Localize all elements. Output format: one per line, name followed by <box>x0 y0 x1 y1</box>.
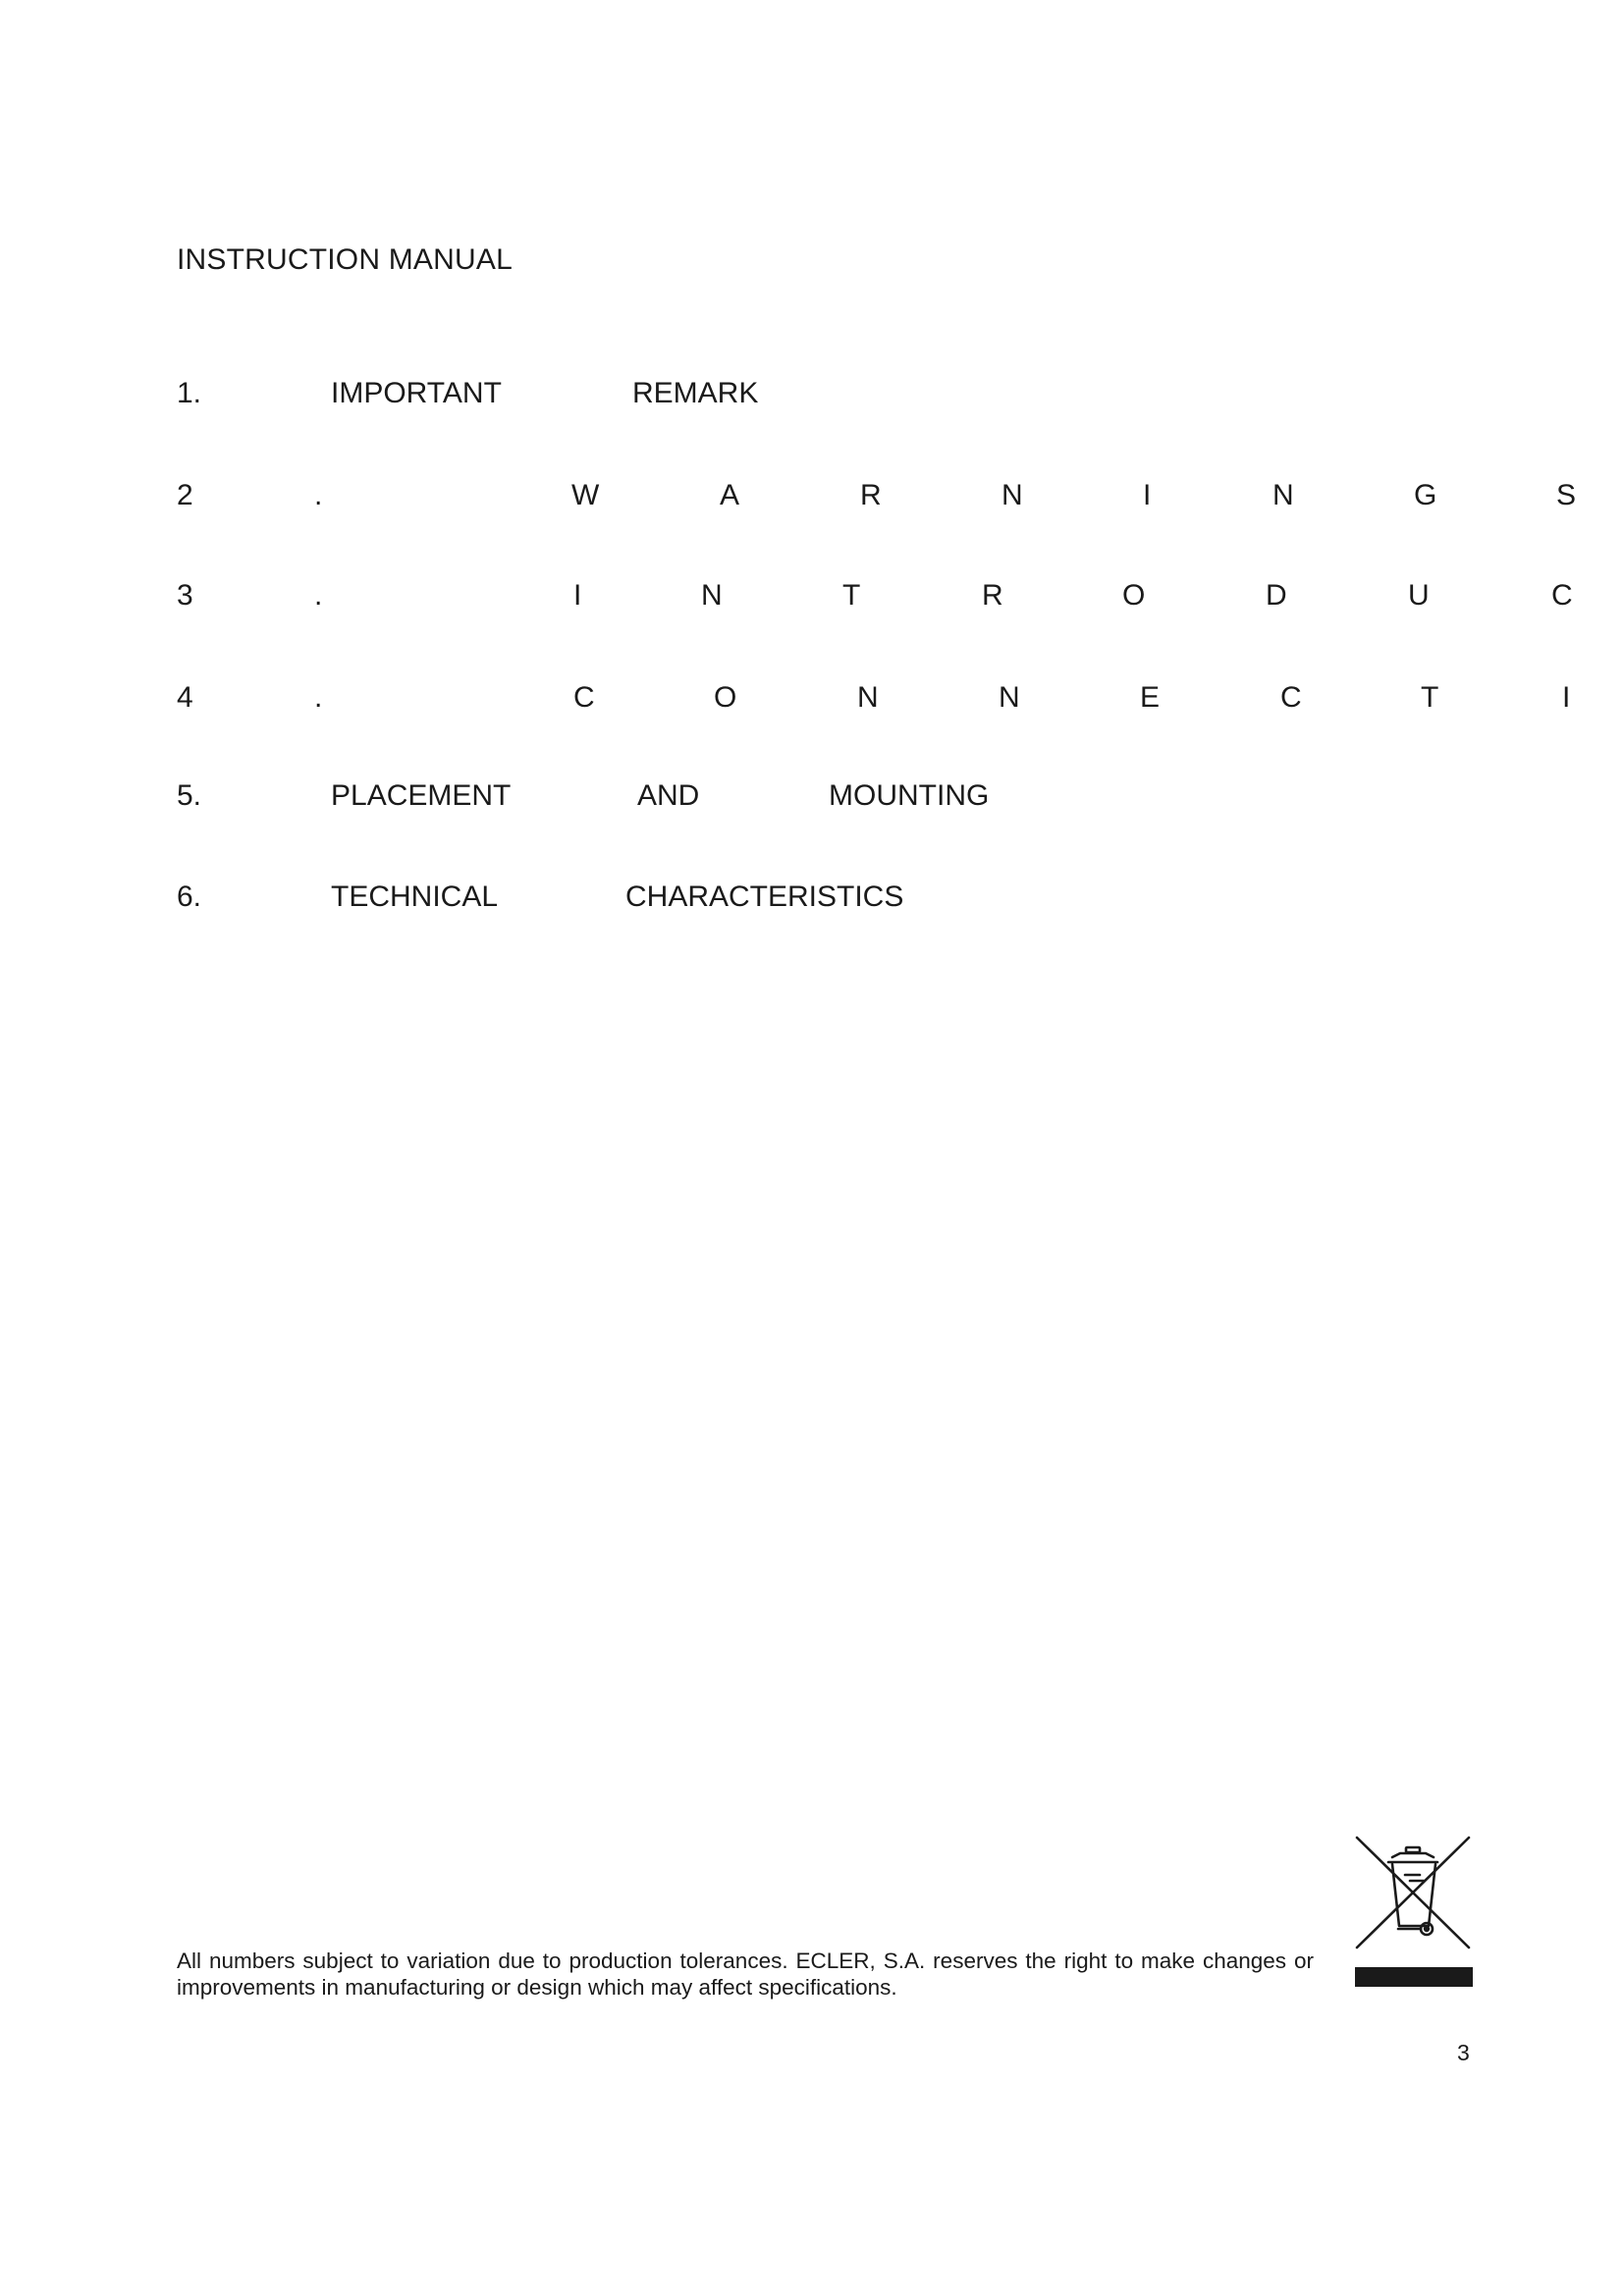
toc-letter: C <box>1280 681 1302 714</box>
toc-word: PLACEMENT <box>331 779 512 812</box>
toc-letter: O <box>714 681 737 714</box>
page-number: 3 <box>1457 2040 1470 2065</box>
toc-letter: . <box>314 681 323 714</box>
toc-letter: N <box>1001 479 1023 511</box>
toc-word: REMARK <box>632 377 759 409</box>
toc-letter: . <box>314 579 323 612</box>
crossed-out-wheelie-bin-icon <box>1353 1832 1475 1993</box>
toc-letter: T <box>1421 681 1439 714</box>
toc-letter: S <box>1556 479 1577 511</box>
toc-letter: I <box>573 579 582 612</box>
toc-letter: I <box>1143 479 1152 511</box>
toc-number: 6. <box>177 881 202 913</box>
toc-letter: N <box>1272 479 1294 511</box>
toc-letter: I <box>1562 681 1571 714</box>
toc-letter: A <box>720 479 740 511</box>
toc-number: 5. <box>177 779 202 812</box>
toc-letter: C <box>573 681 595 714</box>
toc-letter: D <box>1266 579 1287 612</box>
toc-letter: E <box>1140 681 1161 714</box>
toc-letter: N <box>701 579 723 612</box>
toc-word: AND <box>637 779 700 812</box>
toc-number: 3 <box>177 579 193 612</box>
toc-letter: R <box>860 479 882 511</box>
toc-letter: U <box>1408 579 1430 612</box>
toc-letter: O <box>1122 579 1146 612</box>
toc-word: TECHNICAL <box>331 881 499 913</box>
toc-word: MOUNTING <box>829 779 990 812</box>
page-title: INSTRUCTION MANUAL <box>177 243 513 276</box>
toc-number: 2 <box>177 479 193 511</box>
toc-word: IMPORTANT <box>331 377 502 409</box>
toc-letter: N <box>857 681 879 714</box>
toc-letter: R <box>982 579 1003 612</box>
toc-number: 4 <box>177 681 193 714</box>
toc-word: CHARACTERISTICS <box>625 881 904 913</box>
toc-letter: N <box>999 681 1020 714</box>
disclaimer-text: All numbers subject to variation due to production tolerances. ECLER, S.A. reserves the right to make changes or improvements in manufacturing or design which may affect specifications. <box>177 1949 1314 2000</box>
toc-letter: C <box>1551 579 1573 612</box>
toc-letter: T <box>842 579 861 612</box>
toc-letter: . <box>314 479 323 511</box>
toc-letter: W <box>571 479 600 511</box>
toc-number: 1. <box>177 377 202 409</box>
toc-letter: G <box>1414 479 1437 511</box>
